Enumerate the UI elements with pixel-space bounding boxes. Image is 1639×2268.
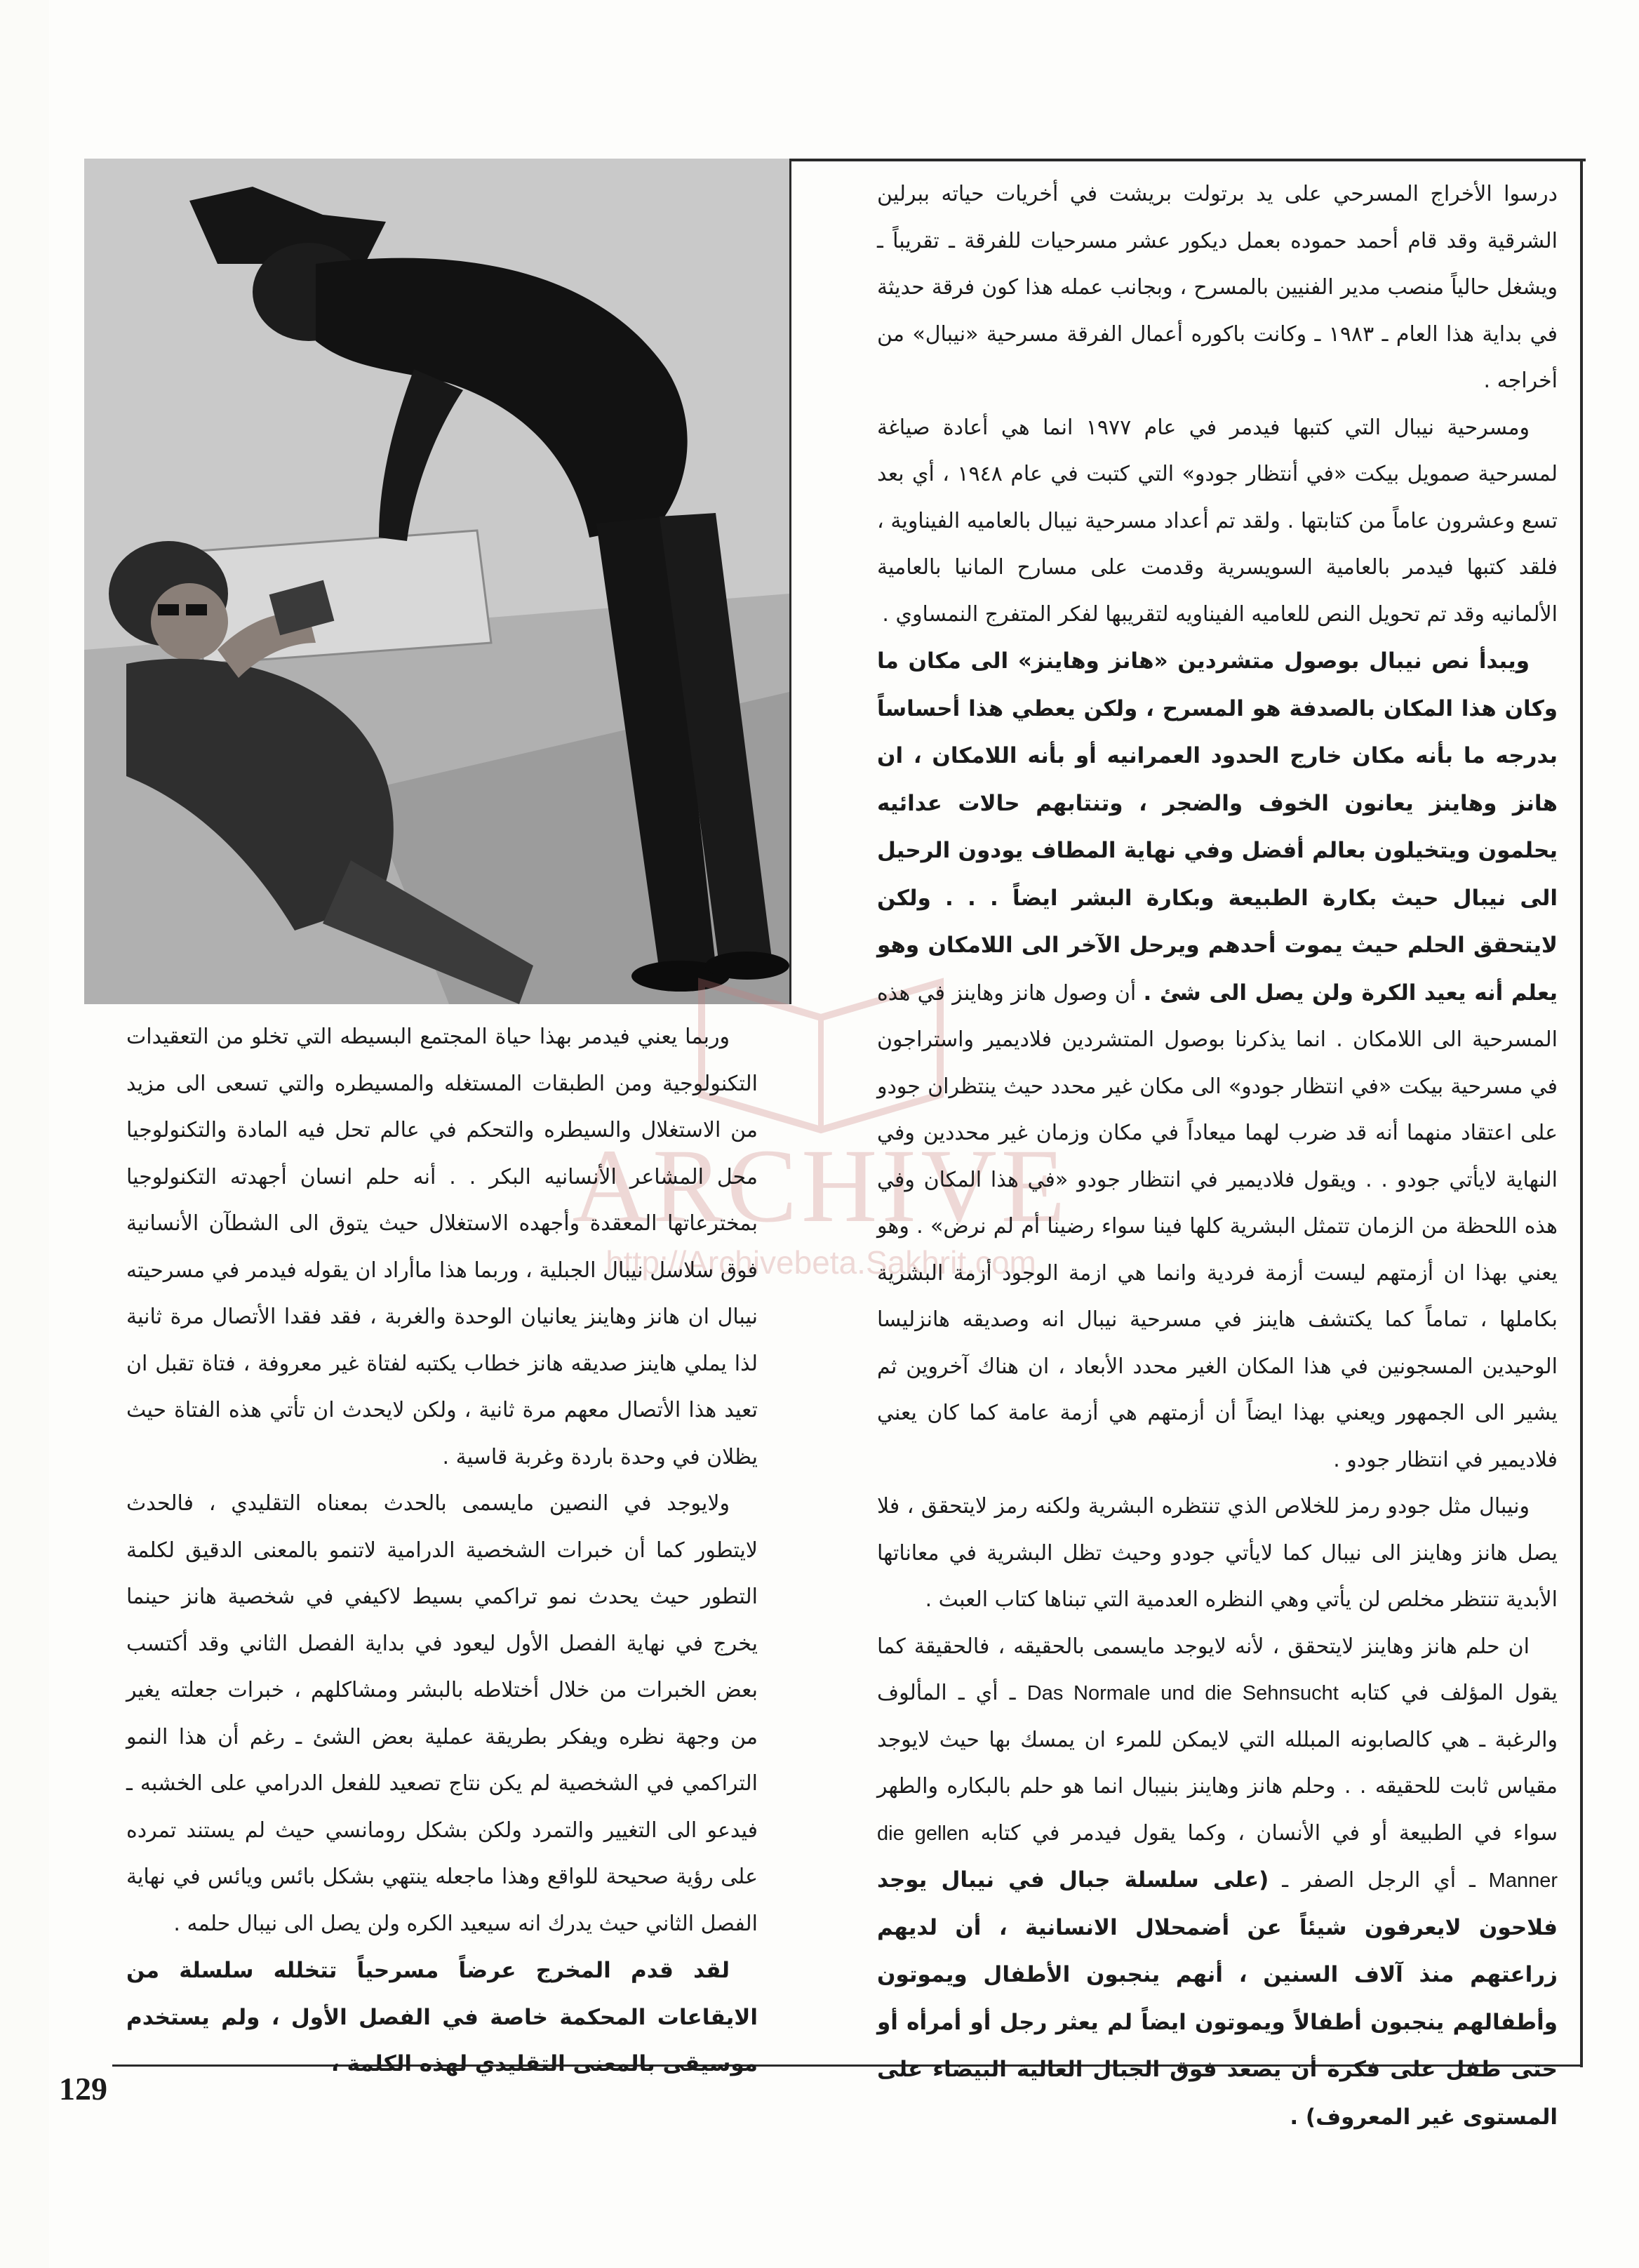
book-title-das-normale: Das Normale und die Sehnsucht [1026, 1682, 1339, 1705]
right-paragraph-4: ونيبال مثل جودو رمز للخلاص الذي تنتظره البشرية ولكنه رمز لايتحقق ، فلا يصل هانز وهاينز الى نيبال كما لايأتي جودو وحيث تظل البشرية في معاناتها الأبدية تنتظر مخلص لن يأتي وهي النظره العدمية التي تبناها كتاب العبث . [877, 1494, 1558, 1612]
right-paragraph-5-c: ـ أي الرجل الصفر ـ [1269, 1868, 1489, 1893]
left-paragraph-2: ولايوجد في النصين مايسمى بالحدث بمعناه التقليدي ، فالحدث لايتطور كما أن خبرات الشخصية الدرامية لاتنمو بالمعنى الدقيق لكلمة التطور حيث يحدث نمو تراكمي بسيط لاكيفي في شخصية هانز حينما يخرج في نهاية الفصل الأول ليعود في بداية الفصل الثاني وقد أكتسب بعض الخبرات من خلال أختلاطه بالبشر ومشاكلهم ، خبرات جعلته يغير من وجهة نظره ويفكر بطريقة عملية بعض الشئ ـ رغم أن هذا النمو التراكمي في الشخصية لم يكن نتاج تصعيد للفعل الدرامي على الخشبه ـ فيدعو الى التغيير والتمرد ولكن بشكل رومانسي حيث لم يستند تمرده على رؤية صحيحة للواقع وهذا ماجعله ينتهي بشكل بائس ويائس في نهاية الفصل الثاني حيث يدرك انه سيعيد الكره ولن يصل الى نيبال حلمه . [126, 1491, 758, 1936]
stage-photo [84, 159, 791, 1004]
right-paragraph-5-b: ـ أي ـ المألوف والرغبة ـ هي كالصابونه المبلله التي لايمكن للمرء ان يمسك بها حيث لايوجد مقياس ثابت للحقيقه . . وحلم هانز وهاينز بنيبال انما هو حلم بالبكاره والطهر سواء في الطبيعة أو في الأنسان ، وكما يقول فيدمر في كتابه [877, 1681, 1558, 1846]
left-column [126, 1014, 758, 2088]
right-paragraph-3-normal: أن وصول هانز وهاينز في هذه المسرحية الى اللامكان . انما يذكرنا بوصول المتشردين فلاديمير واستراجون في مسرحية بيكت «في انتظار جودو» الى مكان غير محدد حيث ينتظران جودو على اعتقاد منهما أنه قد ضرب لهما ميعاداً في مكان وزمان غير محددين وفي النهاية لايأتي جودو . . ويقول فلاديمير في انتظار جودو «في هذا المكان وفي هذه اللحظة من الزمان تتمثل البشرية كلها فينا سواء رضينا أم لم نرض» . وهو يعني بهذا ان أزمتهم ليست أزمة فردية وانما هي ازمة الوجود أزمة البشرية بكاملها ، تماماً كما يكتشف هاينز في مسرحية نيبال انه وصديقه هانزليسا الوحيدين المسجونين في هذا المكان الغير محدد الأبعاد ، ان هناك آخروين ثم يشير الى الجمهور ويعني بهذا ايضاً أن أزمتهم هي أزمة عامة كما كان يعني فلاديمير في انتظار جودو . [877, 980, 1558, 1472]
right-paragraph-2: ومسرحية نيبال التي كتبها فيدمر في عام ١٩٧٧ انما هي أعادة صياغة لمسرحية صمويل بيكت «في أنتظار جودو» التي كتبت في عام ١٩٤٨ ، أي بعد تسع وعشرون عاماً من كتابتها . ولقد تم أعداد مسرحية نيبال بالعاميه الفيناوية ، فلقد كتبها فيدمر بالعامية السويسرية وقدمت على مسارح المانيا بالعامية الألمانيه وقد تم تحويل النص للعاميه الفيناويه لتقريبها لفكر المتفرج النمساوي . [877, 415, 1558, 627]
right-paragraph-1: درسوا الأخراج المسرحي على يد برتولت بريشت في أخريات حياته ببرلين الشرقية وقد قام أحمد حموده بعمل ديكور عشر مسرحيات للفرقة ـ تقريباً ـ ويشغل حالياً منصب مدير الفنيين بالمسرح ، وبجانب عمله هذا كون فرقة حديثة في بداية هذا العام ـ ١٩٨٣ ـ وكانت باكوره أعمال الفرقة مسرحية «نيبال» من أخراجه . [877, 182, 1558, 393]
stage-photo-icon [84, 159, 789, 1004]
left-paragraph-1: وربما يعني فيدمر بهذا حياة المجتمع البسيطه التي تخلو من التعقيدات التكنولوجية ومن الطبقات المستغله والمسيطره والتي تسعى الى مزيد من الاستغلال والسيطره والتحكم في عالم تحل فيه المادة والتكنولوجيا محل المشاعر الأنسانيه البكر . . أنه حلم انسان أجهدته التكنولوجيا بمخترعاتها المعقدة وأجهده الاستغلال حيث يتوق الى الشطآن الأنسانية فوق سلاسل نيبال الجبلية ، وربما هذا ماأراد ان يقوله فيدمر في مسرحيته نيبال ان هانز وهاينز يعانيان الوحدة والغربة ، فقد فقدا الأتصال مرة ثانية لذا يملي هاينز صديقه هانز خطاب يكتبه لفتاة غير معروفة ، فتاة تقبل ان تعيد هذا الأتصال معهم مرة ثانية ، ولكن لايحدث ان تأتي هذه الفتاة حيث يظلان في وحدة باردة وغربة قاسية . [126, 1025, 758, 1469]
right-paragraph-5-a: ان حلم هانز وهاينز لايتحقق ، لأنه لايوجد مايسمى بالحقيقه ، فالحقيقة كما يقول المؤلف في كتابه [877, 1634, 1558, 1705]
page-number: 129 [59, 2071, 107, 2107]
left-paragraph-3-bold: لقد قدم المخرج عرضاً مسرحياً تتخلله سلسلة من الايقاعات المحكمة خاصة في الفصل الأول ، ولم يستخدم موسيقى بالمعنى التقليدي لهذه الكلمة ، [126, 1958, 758, 2076]
right-rule [1580, 159, 1583, 2067]
right-paragraph-3 [877, 638, 1558, 1483]
book-title-gellen-manner: die gellen Manner [877, 1822, 1558, 1892]
watermark-brand: ARCHIVE [572, 1128, 1070, 1244]
watermark-url: http://Archivebeta.Sakhrit.com [606, 1244, 1036, 1281]
right-column [877, 171, 1558, 2141]
right-paragraph-5 [877, 1624, 1558, 2142]
right-paragraph-5-bold: (على سلسلة جبال في نيبال يوجد فلاحون لايعرفون شيئاً عن أضمحلال الانسانية ، أن لديهم زراعتهم منذ آلاف السنين ، أنهم ينجبون الأطفال ويموتون وأطفالهم ينجبون أطفالاً ويموتون ايضاً لم يعثر رجل أو أمرأه أو حتى طفل على فكرة أن يصعد فوق الجبال العالية البيضاء على المستوى غير المعروف) . [877, 1867, 1558, 2130]
right-paragraph-3-bold: ويبدأ نص نيبال بوصول متشردين «هانز وهاينز» الى مكان ما وكان هذا المكان بالصدفة هو المسرح ، ولكن يعطي هذا أحساساً بدرجه ما بأنه مكان خارج الحدود العمرانيه أو بأنه اللامكان ، ان هانز وهاينز يعانون الخوف والضجر ، وتنتابهم حالات عدائيه يحلمون ويتخيلون بعالم أفضل وفي نهاية المطاف يودون الرحيل الى نيبال حيث بكارة الطبيعة وبكارة البشر ايضاً . . . ولكن لايتحقق الحلم حيث يموت أحدهم ويرحل الآخر الى اللامكان وهو يعلم أنه يعيد الكرة ولن يصل الى شئ . [877, 648, 1558, 1006]
